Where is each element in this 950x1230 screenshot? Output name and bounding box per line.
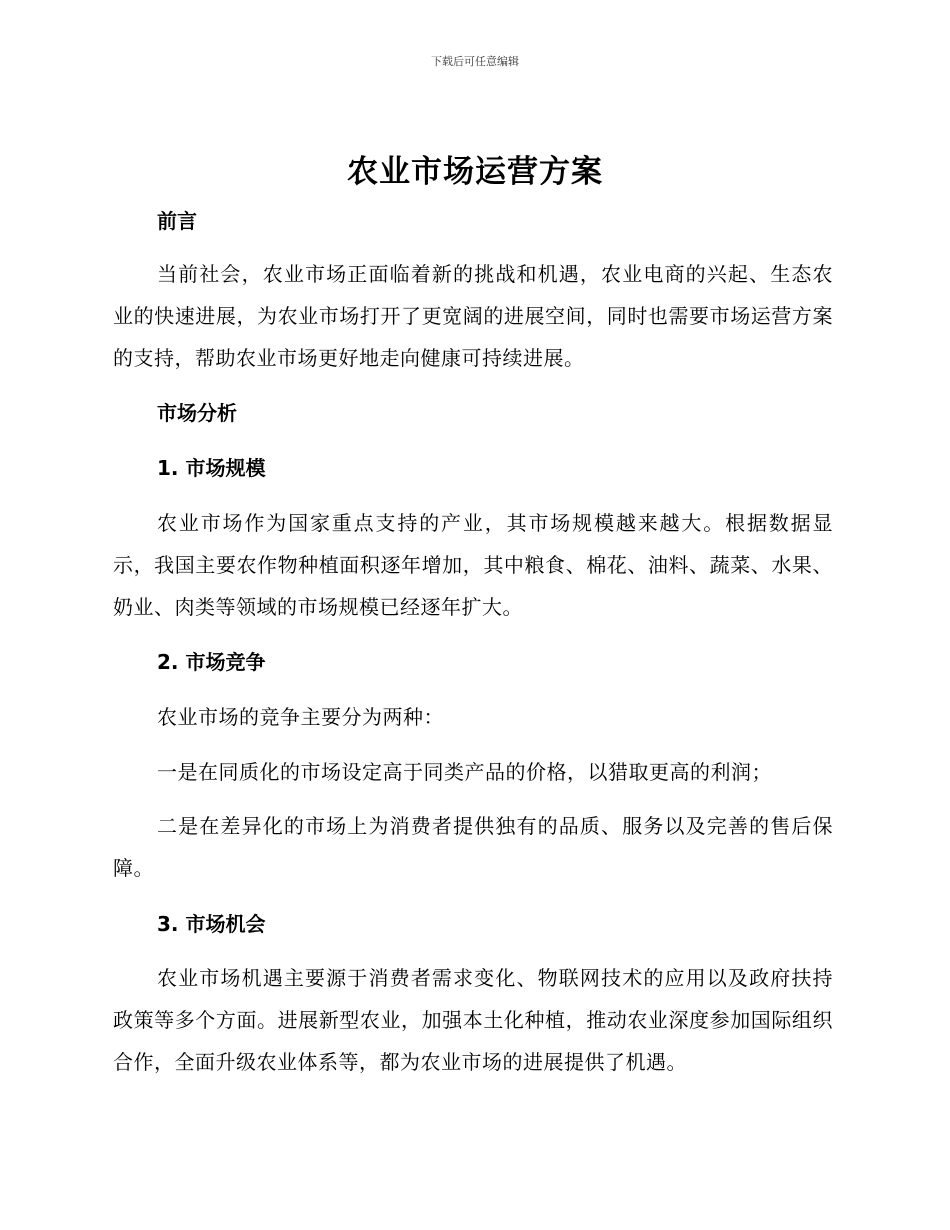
- competition-heading: 2. 市场竞争: [157, 650, 266, 674]
- subsection-heading-opportunity: [113, 909, 833, 939]
- section-heading-preface: [113, 206, 833, 236]
- opportunity-heading: 3. 市场机会: [157, 912, 266, 936]
- subsection-heading-competition: [113, 647, 833, 677]
- preface-paragraph-block: [113, 253, 833, 379]
- competition-point2-block: [113, 805, 833, 889]
- scale-paragraph-block: [113, 502, 833, 628]
- competition-intro: 农业市场的竞争主要分为两种：: [157, 705, 444, 729]
- competition-point2: 二是在差异化的市场上为消费者提供独有的品质、服务以及完善的售后保障。: [113, 814, 833, 880]
- opportunity-paragraph-block: [113, 957, 833, 1083]
- page-header-note: 下载后可任意编辑: [431, 55, 519, 68]
- scale-heading: 1. 市场规模: [157, 456, 266, 480]
- competition-point1-block: [113, 757, 833, 787]
- section-heading-analysis: [113, 398, 833, 428]
- analysis-heading: 市场分析: [157, 401, 237, 425]
- scale-paragraph: 农业市场作为国家重点支持的产业，其市场规模越来越大。根据数据显示，我国主要农作物种植面积逐年增加，其中粮食、棉花、油料、蔬菜、水果、奶业、肉类等领域的市场规模已经逐年扩大。: [113, 511, 833, 619]
- preface-heading: 前言: [157, 209, 197, 233]
- opportunity-paragraph: 农业市场机遇主要源于消费者需求变化、物联网技术的应用以及政府扶持政策等多个方面。进展新型农业，加强本土化种植，推动农业深度参加国际组织合作，全面升级农业体系等，都为农业市场的进展提供了机遇。: [113, 966, 833, 1074]
- competition-point1: 一是在同质化的市场设定高于同类产品的价格，以猎取更高的利润；: [157, 760, 772, 784]
- document-title: 农业市场运营方案: [347, 154, 603, 190]
- subsection-heading-scale: [113, 453, 833, 483]
- preface-paragraph: 当前社会，农业市场正面临着新的挑战和机遇，农业电商的兴起、生态农业的快速进展，为农业市场打开了更宽阔的进展空间，同时也需要市场运营方案的支持，帮助农业市场更好地走向健康可持续进展。: [113, 262, 833, 370]
- competition-intro-block: [113, 702, 833, 732]
